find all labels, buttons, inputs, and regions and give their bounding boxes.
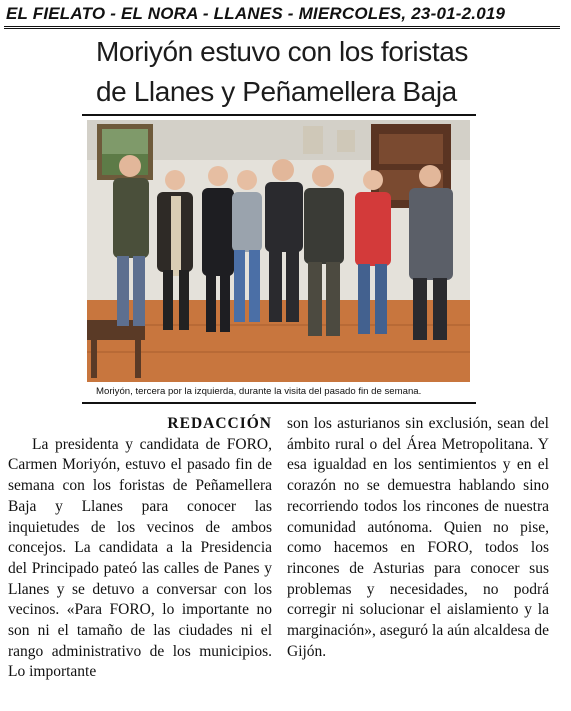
- photo-rule-bottom: [82, 402, 476, 404]
- byline: REDACCIÓN: [167, 415, 272, 432]
- headline: [96, 32, 536, 112]
- masthead: EL FIELATO - EL NORA - LLANES - MIERCOLES, 23-01-2.019: [6, 4, 506, 23]
- article-column-left: [8, 414, 272, 683]
- photo-rule-top: [82, 114, 476, 116]
- article-column-right: [287, 414, 549, 662]
- group-photo: [87, 120, 470, 382]
- article-text-right: son los asturianos sin exclusión, sean del ámbito rural o del Área Metropolitana. Y esa igualdad en los sentimientos y en el corazón no se demuestra hablando sino recorriendo todos los rincones de nuestra comunidad autónoma. Quien no pise, como hacemos en FORO, todos los rincones de Asturias para conocer sus problemas y necesidades, no podrá corregir ni solucionar el aislamiento y la marginación», aseguró la aún alcaldesa de Gijón.: [287, 415, 549, 660]
- group-photo-illustration: [87, 120, 470, 382]
- article-text-left: La presidenta y candidata de FORO, Carmen Moriyón, estuvo el pasado fin de semana con los foristas de Peñamellera Baja y Llanes para conocer las inquietudes de los vecinos de ambos concejos. La candidata a la Presidencia del Principado pateó las calles de Panes y Llanes y se detuvo a conversar con los vecinos. «Para FORO, lo importante no son ni el tamaño de las ciudades ni el rango administrativo de los municipios. Lo importante: [8, 435, 272, 681]
- headline-line-2: de Llanes y Peñamellera Baja: [96, 76, 457, 107]
- headline-line-1: Moriyón estuvo con los foristas: [96, 36, 468, 67]
- photo-caption: Moriyón, tercera por la izquierda, durante la visita del pasado fin de semana.: [96, 386, 422, 397]
- masthead-rule: [4, 26, 560, 29]
